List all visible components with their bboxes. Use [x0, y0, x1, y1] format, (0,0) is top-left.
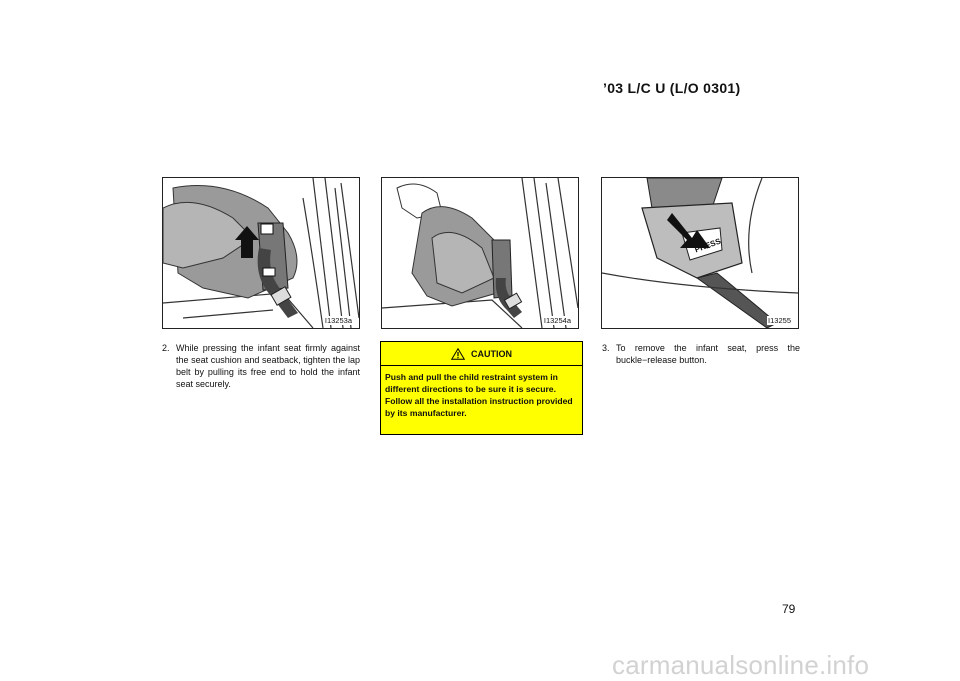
step-3	[602, 342, 800, 366]
figure-buckle-release	[601, 177, 799, 329]
figure-tighten-lap-belt	[162, 177, 360, 329]
warning-triangle-icon	[451, 348, 465, 360]
step-number: 2.	[162, 343, 170, 353]
infant-seat-push-pull-illustration	[382, 178, 578, 328]
buckle-release-illustration	[602, 178, 798, 328]
figure-code: I13254a	[543, 316, 571, 325]
step-number: 3.	[602, 343, 610, 353]
caution-box	[380, 341, 583, 435]
caution-text: Push and pull the child restraint system in different directions to be sure it is secure. Follow all the installation instruction provided by its manufacturer.	[385, 372, 573, 418]
page-number: 79	[782, 602, 796, 616]
step-text: While pressing the infant seat firmly against the seat cushion and seatback, tighten the lap belt by pulling its free end to hold the infant seat securely.	[176, 343, 360, 389]
infant-seat-lap-belt-illustration	[163, 178, 359, 328]
step-2	[162, 342, 360, 390]
caution-header	[381, 342, 582, 366]
figure-code: I13255	[768, 316, 791, 325]
page-header: ’03 L/C U (L/O 0301)	[603, 80, 741, 96]
figure-push-pull-seat	[381, 177, 579, 329]
caution-title: CAUTION	[471, 348, 512, 359]
step-text: To remove the infant seat, press the buckle−release button.	[616, 343, 800, 365]
watermark: carmanualsonline.info	[612, 650, 870, 680]
figure-code: I13253a	[324, 316, 352, 325]
